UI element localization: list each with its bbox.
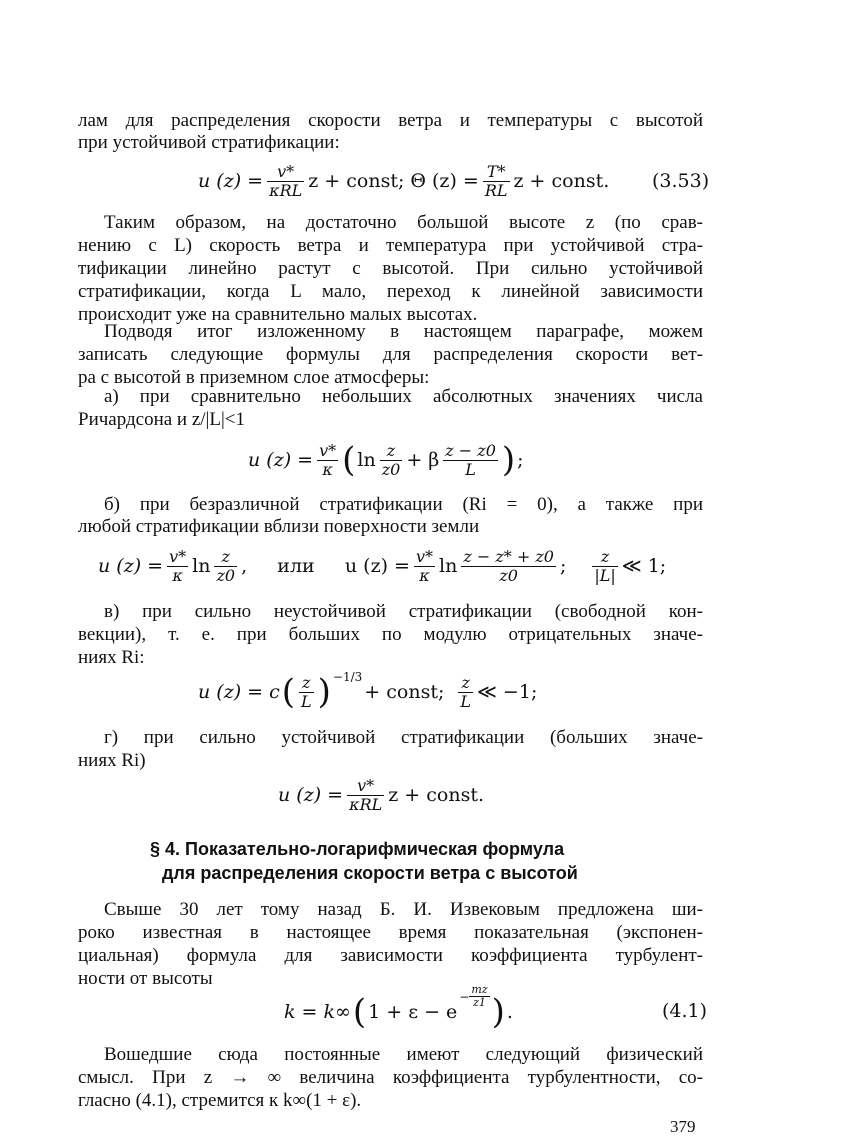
numerator: z − z0 bbox=[445, 440, 496, 460]
eq-text: ln bbox=[357, 449, 376, 471]
denominator: κ bbox=[419, 565, 430, 585]
eq-text: u (z) = bbox=[278, 784, 344, 806]
eq-text: u (z) = bbox=[248, 449, 314, 471]
text-line: б) при безразличной стратификации (Ri = 0), а также при bbox=[104, 494, 703, 515]
fraction bbox=[483, 163, 510, 200]
denominator: RL bbox=[484, 180, 508, 200]
numerator: v* bbox=[169, 546, 187, 566]
text-line: Свыше 30 лет тому назад Б. И. Извековым предложена ши- bbox=[104, 899, 703, 920]
eq-text: ln bbox=[439, 555, 458, 577]
paren-close: ) bbox=[317, 672, 331, 712]
text-line: при устойчивой стратификации: bbox=[78, 132, 340, 153]
text-line: ности от высоты bbox=[78, 968, 213, 989]
denominator: z0 bbox=[216, 565, 236, 585]
text-line: нению с L) скорость ветра и температура при устойчивой стра- bbox=[78, 235, 703, 256]
text-line: Подводя итог изложенному в настоящем параграфе, можем bbox=[104, 321, 703, 342]
equation-label: (4.1) bbox=[662, 1000, 708, 1022]
text-line: Ричардсона и z/|L|<1 bbox=[78, 409, 245, 430]
eq-text: k = k∞ bbox=[284, 1001, 351, 1023]
numerator: v* bbox=[267, 163, 304, 182]
numerator: z bbox=[214, 548, 237, 567]
text-line: а) при сравнительно небольших абсолютных значениях числа bbox=[104, 386, 703, 407]
text-line: ра с высотой в приземном слое атмосферы: bbox=[78, 367, 430, 388]
text-line: лам для распределения скорости ветра и температуры с высотой bbox=[78, 110, 703, 131]
eq-text: + β bbox=[406, 449, 440, 471]
equation-d bbox=[278, 770, 484, 820]
numerator: v* bbox=[347, 777, 384, 796]
denominator: L bbox=[465, 459, 476, 479]
exp-sign: − bbox=[459, 989, 470, 1004]
text-line: в) при сильно неустойчивой стратификации (свободной кон- bbox=[104, 601, 703, 622]
denominator: z0 bbox=[381, 459, 401, 479]
eq-text: , или u (z) = bbox=[241, 555, 410, 577]
text-line: ниях Ri) bbox=[78, 750, 146, 771]
fraction bbox=[443, 442, 498, 479]
eq-text: ≪ −1; bbox=[477, 681, 538, 703]
eq-text: u (z) = c bbox=[198, 681, 280, 703]
denominator: L bbox=[301, 691, 312, 711]
eq-text: u (z) = bbox=[98, 555, 164, 577]
paren-open: ( bbox=[342, 440, 356, 480]
denominator: |L| bbox=[594, 565, 616, 585]
fraction bbox=[317, 442, 338, 479]
numerator: v* bbox=[415, 546, 434, 566]
denominator: κ bbox=[172, 565, 183, 585]
text-line: Таким образом, на достаточно большой высоте z (по срав- bbox=[104, 212, 703, 233]
equation-3-53 bbox=[198, 156, 609, 206]
text-line: записать следующие формулы для распределения скорости вет- bbox=[78, 344, 703, 365]
numerator: z bbox=[592, 548, 617, 567]
text-line: г) при сильно устойчивой стратификации (больших значе- bbox=[104, 727, 703, 748]
denominator: κRL bbox=[269, 180, 303, 200]
section-heading: для распределения скорости ветра с высотой bbox=[162, 863, 578, 883]
fraction bbox=[461, 548, 556, 585]
paren-close: ) bbox=[501, 440, 516, 480]
eq-text: z + const. bbox=[388, 784, 485, 806]
paren-close: ) bbox=[491, 992, 505, 1032]
denominator: κ bbox=[322, 459, 333, 479]
eq-text: 1 + ε − e bbox=[368, 1001, 458, 1023]
fraction bbox=[267, 163, 304, 200]
fraction bbox=[592, 548, 617, 585]
denominator: L bbox=[460, 691, 471, 711]
fraction bbox=[414, 548, 435, 585]
text-line: гласно (4.1), стремится к k∞(1 + ε). bbox=[78, 1090, 362, 1111]
equation-c bbox=[198, 666, 537, 718]
text-line: роко известная в настоящее время показательная (экспонен- bbox=[78, 922, 703, 943]
fraction bbox=[380, 442, 403, 479]
eq-text: u (z) = bbox=[198, 170, 264, 192]
text-line: смысл. При z → ∞ величина коэффициента турбулентности, со- bbox=[78, 1067, 703, 1088]
eq-text: ≪ 1; bbox=[621, 555, 667, 577]
equation-a bbox=[248, 432, 524, 488]
eq-text: + const; bbox=[364, 681, 445, 703]
text-line: тификации линейно растут с высотой. При сильно устойчивой bbox=[78, 258, 703, 279]
equation-4-1 bbox=[284, 983, 513, 1038]
exponent bbox=[459, 984, 489, 1009]
equation-b bbox=[98, 540, 666, 592]
text-line: происходит уже на сравнительно малых высотах. bbox=[78, 304, 478, 325]
numerator: z − z* + z0 bbox=[463, 546, 554, 566]
numerator: mz bbox=[471, 983, 488, 996]
denominator: z1 bbox=[473, 996, 486, 1009]
denominator: κRL bbox=[349, 794, 383, 814]
text-line: стратификации, когда L мало, переход к линейной зависимости bbox=[78, 281, 703, 302]
fraction bbox=[214, 548, 237, 585]
numerator: z bbox=[458, 674, 473, 693]
page-number: 379 bbox=[670, 1117, 696, 1136]
fraction bbox=[167, 548, 188, 585]
fraction bbox=[299, 674, 314, 711]
text-line: циальная) формула для зависимости коэффициента турбулент- bbox=[78, 945, 703, 966]
eq-text: ; bbox=[559, 555, 567, 577]
eq-text: ln bbox=[192, 555, 211, 577]
paren-open: ( bbox=[352, 992, 367, 1032]
fraction bbox=[347, 777, 384, 814]
text-line: Вошедшие сюда постоянные имеют следующий физический bbox=[104, 1044, 703, 1065]
denominator: z0 bbox=[499, 565, 518, 585]
numerator: T* bbox=[483, 163, 510, 182]
equation-label: (3.53) bbox=[652, 170, 710, 192]
exponent: −1/3 bbox=[332, 670, 363, 684]
text-line: любой стратификации вблизи поверхности земли bbox=[78, 516, 480, 537]
numerator: v* bbox=[319, 440, 337, 460]
eq-text: z + const; Θ (z) = bbox=[308, 170, 479, 192]
fraction bbox=[469, 984, 489, 1009]
text-line: ниях Ri: bbox=[78, 647, 145, 668]
text-line: векции), т. е. при больших по модулю отрицательных значе- bbox=[78, 624, 703, 645]
fraction bbox=[458, 674, 473, 711]
numerator: z bbox=[380, 442, 403, 461]
eq-text: . bbox=[506, 1001, 513, 1023]
eq-text: ; bbox=[517, 449, 524, 471]
eq-text: z + const. bbox=[513, 170, 610, 192]
paren-open: ( bbox=[281, 672, 296, 712]
section-heading: § 4. Показательно-логарифмическая формула bbox=[150, 839, 565, 859]
numerator: z bbox=[299, 674, 314, 693]
